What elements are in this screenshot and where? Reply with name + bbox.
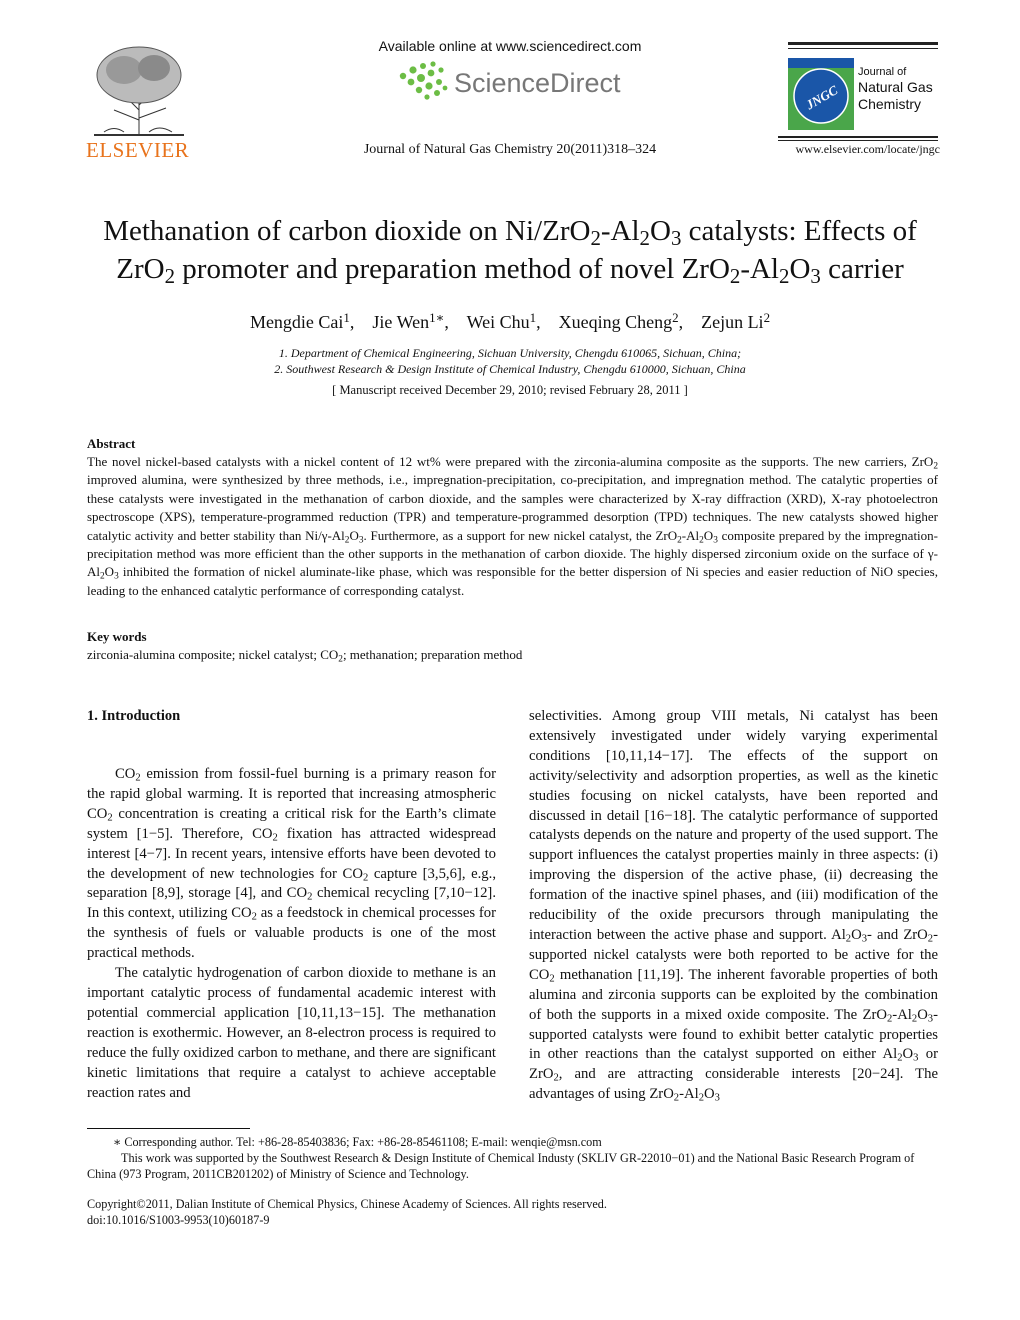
journal-name-line1: Journal of bbox=[858, 66, 907, 78]
author-list: Mengdie Cai$^1$, Jie Wen$^{1∗}$, Wei Chu$^1$, Xueqing Cheng$^2$, Zejun Li$^2$ bbox=[249, 310, 771, 332]
keywords-heading: Key words bbox=[87, 629, 147, 644]
affiliation-2: 2. Southwest Research & Design Institute of Chemical Industry, Chengdu 610000, Sichuan, China bbox=[274, 362, 746, 376]
journal-name bbox=[858, 66, 933, 113]
paragraph-1: $CO_2$ emission from fossil-fuel burning is a primary reason for the rapid global warming. It is reported that increasing atmospheric $CO_2$ concentration is creating a critical risk for the Earth’s climate system [1−5]. Therefore, $CO_2$ fixation has attracted widespread interest [4−7]. In recent years, intensive efforts have been devoted to the development of new technologies for $CO_2$ capture [3,5,6], e.g., separation [8,9], storage [4], and $CO_2$ chemical recycling [7,10−12]. In this context, utilizing $CO_2$ as a feedstock in chemical processes for the synthesis of fuels or valuable products is one of the most practical methods. bbox=[87, 766, 496, 962]
svg-text:JNGC: JNGC bbox=[803, 82, 841, 113]
journal-citation: Journal of Natural Gas Chemistry 20(2011)318–324 bbox=[363, 142, 657, 157]
section-heading-introduction: 1. Introduction bbox=[87, 708, 181, 724]
left-column bbox=[87, 765, 496, 1103]
copyright-line: Copyright©2011, Dalian Institute of Chemical Physics, Chinese Academy of Sciences. All rights reserved. bbox=[87, 1197, 607, 1211]
journal-name-line3: Chemistry bbox=[858, 96, 922, 112]
footnote-corresponding-author: ∗ Corresponding author. Tel: +86-28-85403836; Fax: +86-28-85461108; E-mail: wenqie@msn.com bbox=[113, 1135, 602, 1149]
abstract-text: The novel nickel-based catalysts with a nickel content of 12 wt% were prepared with the zirconia-alumina composite as the supports. The new carriers, ZrO$_2$ improved alumina, were synthesized by three methods, i.e., impregnation-precipitation, co-precipitation, and impregnation method. The catalytic properties of these catalysts were investigated in the methanation of carbon dioxide, and the samples were characterized by X-ray diffraction (XRD), X-ray photoelectron spectroscope (XPS), temperature-programmed reduction (TPR) and temperature-programmed desorption (TPD) techniques. The new catalysts showed higher catalytic activity and better stability than $Ni/\gamma-Al_2O_3$. Furthermore, as a support for new nickel catalyst, the $ZrO_2-Al_2O_3$ composite prepared by the impregnation-precipitation method was more efficient than the other supports in the methanation of carbon dioxide. The highly dispersed zirconium oxide on the surface of $\gamma-Al_2O_3$ inhibited the formation of nickel aluminate-like phase, which was responsible for the better dispersion of Ni species and easier reduction of NiO species, leading to the enhanced catalytic performance of corresponding catalyst. bbox=[87, 454, 938, 598]
footnotes bbox=[87, 1134, 938, 1182]
abstract-heading: Abstract bbox=[87, 436, 136, 451]
paragraph-2: The catalytic hydrogenation of carbon dioxide to methane is an important catalytic process of fundamental academic interest with potential commercial application [10,11,13−15]. The methanation reaction is exothermic. However, an 8-electron process is required to reduce the fully oxidized carbon to methane, and there are significant kinetic limitations that require a catalyst to achieve acceptable reaction rates and bbox=[87, 965, 496, 1101]
publisher-name: ELSEVIER bbox=[86, 138, 190, 162]
available-online-link[interactable]: Available online at www.sciencedirect.com bbox=[378, 38, 642, 54]
journal-name-line2: Natural Gas bbox=[858, 79, 933, 95]
doi-line[interactable]: doi:10.1016/S1003-9953(10)60187-9 bbox=[87, 1213, 270, 1227]
sciencedirect-wordmark: ScienceDirect bbox=[454, 68, 621, 98]
journal-bottom-rule bbox=[778, 136, 938, 138]
jngc-globe-logo bbox=[788, 58, 854, 130]
journal-url-link[interactable]: www.elsevier.com/locate/jngc bbox=[795, 142, 940, 156]
article-title: Methanation of carbon dioxide on $Ni/ZrO_2-Al_2O_3$ catalysts: Effects of ZrO$_2$ promoter and preparation method of novel $ZrO_2-Al_2O_3$ carrier bbox=[103, 215, 917, 289]
affiliation-1: 1. Department of Chemical Engineering, Sichuan University, Chengdu 610065, Sichuan, China; bbox=[278, 346, 742, 360]
footnote-funding: This work was supported by the Southwest Research & Design Institute of Chemical Industy (SKLIV GR-22010−01) and the National Basic Research Program of China (973 Program, 2011CB201202) of Ministry of Science and Technology. bbox=[87, 1151, 915, 1181]
footnote-rule bbox=[87, 1128, 250, 1129]
right-column bbox=[529, 707, 938, 1105]
journal-bottom-rule-thin bbox=[778, 140, 938, 141]
keywords-text: zirconia-alumina composite; nickel catalyst; $CO_2$; methanation; preparation method bbox=[87, 647, 523, 665]
paragraph-3: selectivities. Among group VIII metals, Ni catalyst has been extensively investigated under widely varying experimental conditions [10,11,14−17]. The effects of the support on activity/selectivity and adsorption properties, as well as the kinetic studies focusing on nickel catalysts, have been reported and discussed in detail [16−18]. The catalytic performance of supported catalysts depends on the nature and property of the used support. The support influences the catalyst properties mainly in three aspects: (i) improving the dispersion of the active phase, (ii) decreasing the formation of the inactive spinel phases, and (iii) modification of the reducibility of the oxide precursors through manipulating the interaction between the active phase and support. $Al_2O_3-$ and ZrO$_2$-supported nickel catalysts were both reported to be active for the $CO_2$ methanation [11,19]. The inherent favorable properties of both alumina and zirconia supports can be exploited by the combination of both the supports in a mixed oxide composite. The $ZrO_2-Al_2O_3$-supported catalysts were found to exhibit better catalytic properties in other reactions than the catalyst supported on either $Al_2O_3$ or ZrO$_2$, and are attracting considerable interests [20−24]. The advantages of using $ZrO_2-Al_2O_3$ bbox=[529, 708, 938, 1104]
manuscript-dates: [ Manuscript received December 29, 2010; revised February 28, 2011 ] bbox=[332, 383, 688, 397]
copyright-block bbox=[87, 1196, 938, 1228]
journal-top-rule-thin bbox=[788, 48, 938, 49]
journal-top-rule bbox=[788, 42, 938, 45]
